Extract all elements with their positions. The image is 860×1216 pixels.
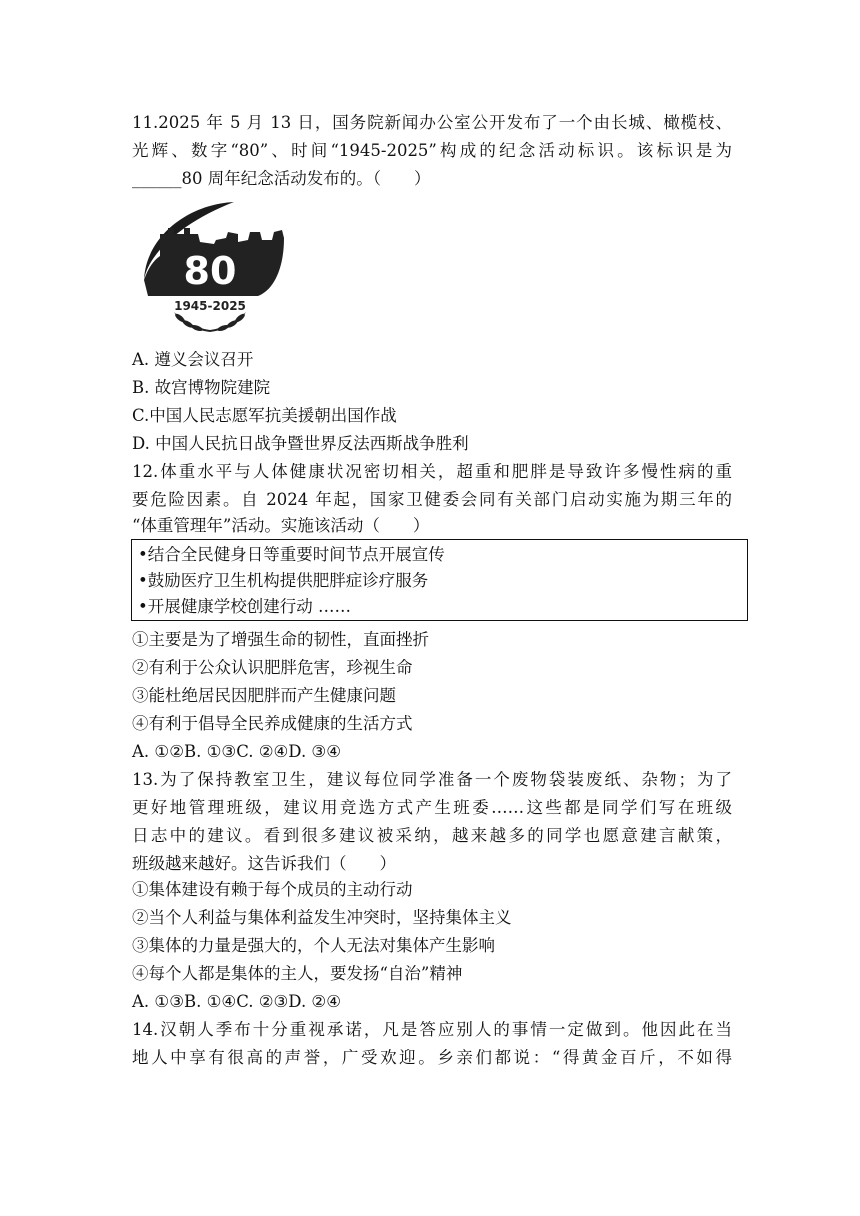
q13-statement-3: ③集体的力量是强大的，个人无法对集体产生影响 [132, 936, 495, 955]
q13-statement-1: ①集体建设有赖于每个成员的主动行动 [132, 880, 413, 899]
q12-box-item-3: •开展健康学校创建行动 …… [138, 597, 351, 616]
q13-stem-line-3: 日志中的建议。看到很多建议被采纳，越来越多的同学也愿意建言献策， [132, 826, 732, 845]
q11-option-b[interactable]: B. 故宫博物院建院 [132, 378, 271, 397]
q13-stem-line-1: 13.为了保持教室卫生，建议每位同学准备一个废物袋装废纸、杂物；为了 [132, 770, 732, 789]
logo-number: 80 [183, 249, 237, 293]
q14-stem-line-2: 地人中享有很高的声誉，广受欢迎。乡亲们都说：“得黄金百斤，不如得 [132, 1048, 732, 1067]
q11-stem-line-2: 光辉、数字“80”、时间“1945-2025”构成的纪念活动标识。该标识是为 [132, 141, 732, 160]
q12-box-item-1: •结合全民健身日等重要时间节点开展宣传 [138, 545, 445, 564]
q12-statement-2: ②有利于公众认识肥胖危害，珍视生命 [132, 658, 413, 677]
q13-statement-4: ④每个人都是集体的主人，要发扬“自治”精神 [132, 964, 463, 983]
q12-statement-1: ①主要是为了增强生命的韧性，直面挫折 [132, 630, 429, 649]
commemoration-logo [134, 198, 289, 338]
q12-stem-line-3: “体重管理年”活动。实施该活动（ ） [132, 516, 430, 535]
q11-option-c[interactable]: C.中国人民志愿军抗美援朝出国作战 [132, 406, 397, 425]
q12-box-item-2: •鼓励医疗卫生机构提供肥胖症诊疗服务 [138, 571, 429, 590]
q13-answer-options[interactable]: A. ①③B. ①④C. ②③D. ②④ [132, 992, 342, 1011]
q11-stem-line-1: 11.2025 年 5 月 13 日，国务院新闻办公室公开发布了一个由长城、橄榄枝、 [132, 113, 732, 132]
q12-statement-4: ④有利于倡导全民养成健康的生活方式 [132, 714, 413, 733]
q11-option-d[interactable]: D. 中国人民抗日战争暨世界反法西斯战争胜利 [132, 434, 469, 453]
q13-stem-line-2: 更好地管理班级，建议用竞选方式产生班委……这些都是同学们写在班级 [132, 798, 732, 817]
q14-stem-line-1: 14.汉朝人季布十分重视承诺，凡是答应别人的事情一定做到。他因此在当 [132, 1020, 732, 1039]
q11-option-a[interactable]: A. 遵义会议召开 [132, 350, 254, 369]
q13-statement-2: ②当个人利益与集体利益发生冲突时，坚持集体主义 [132, 908, 512, 927]
q12-stem-line-1: 12.体重水平与人体健康状况密切相关，超重和肥胖是导致许多慢性病的重 [132, 462, 732, 481]
q12-stem-line-2: 要危险因素。自 2024 年起，国家卫健委会同有关部门启动实施为期三年的 [132, 490, 732, 509]
q12-material-box [131, 539, 748, 621]
logo-years: 1945-2025 [174, 299, 246, 313]
q13-stem-line-4: 班级越来越好。这告诉我们（ ） [132, 854, 396, 873]
q12-statement-3: ③能杜绝居民因肥胖而产生健康问题 [132, 686, 396, 705]
q12-answer-options[interactable]: A. ①②B. ①③C. ②④D. ③④ [132, 742, 342, 761]
q11-stem-line-3: ______80 周年纪念活动发布的。（ ） [132, 169, 431, 188]
